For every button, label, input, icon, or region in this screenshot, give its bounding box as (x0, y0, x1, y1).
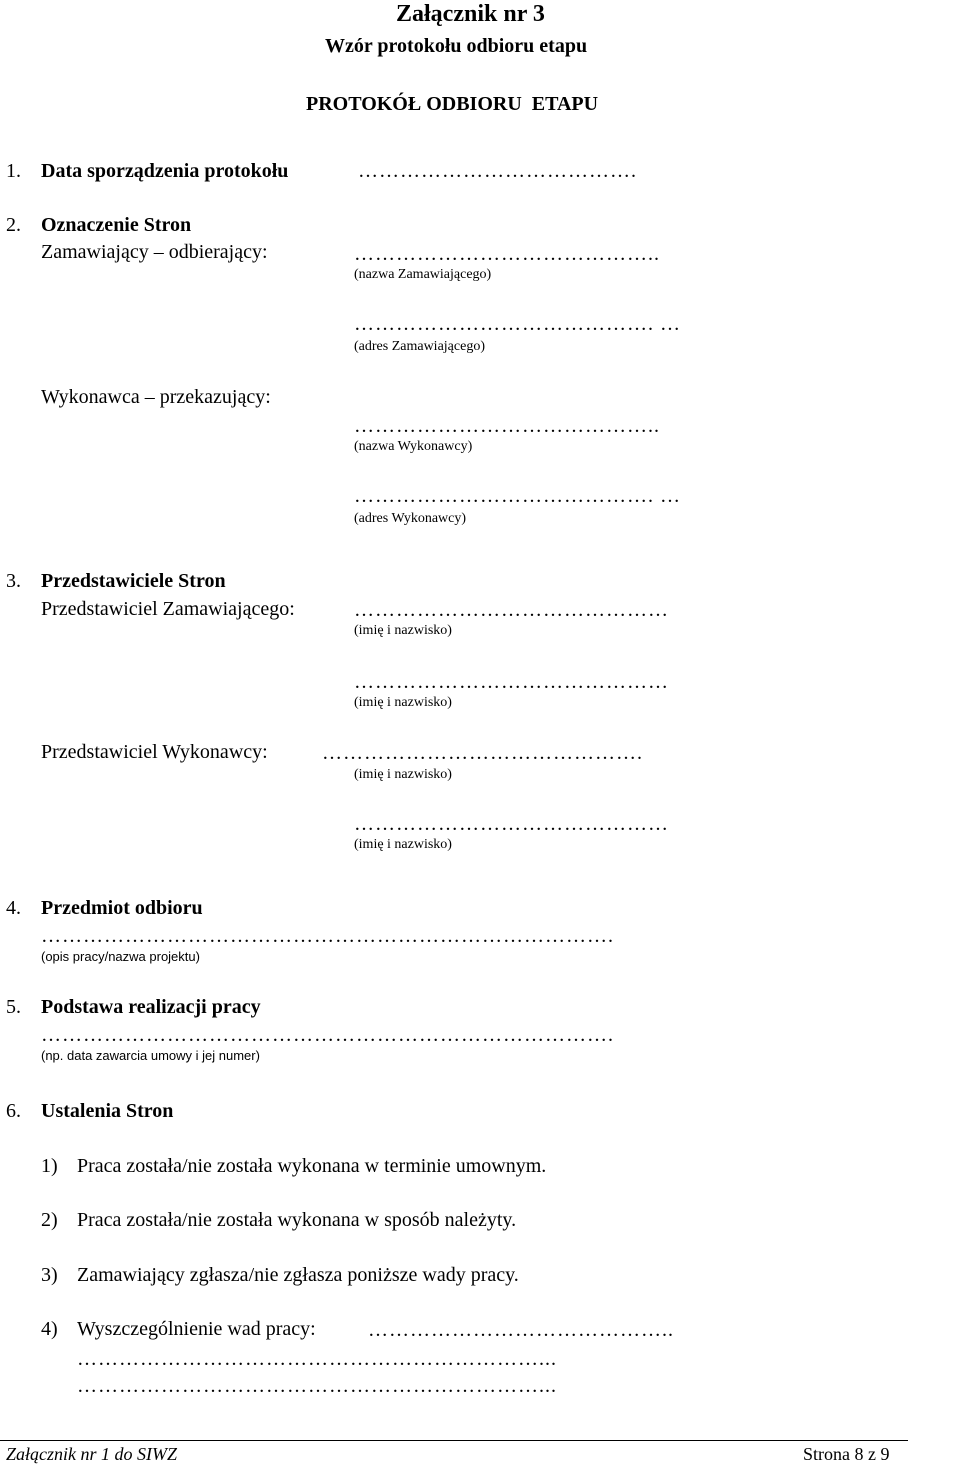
defects-fill-line-2: …………………………………………………………... (77, 1348, 557, 1370)
section-4-number: 4. (6, 897, 21, 919)
przedmiot-fill-line: ………………………………………………………………………. (41, 925, 614, 947)
section-4-heading: Przedmiot odbioru (41, 897, 203, 919)
attachment-title: Załącznik nr 3 (396, 1, 545, 27)
footer-left: Załącznik nr 1 do SIWZ (6, 1444, 177, 1464)
finding-2-number: 2) (41, 1209, 58, 1231)
przedmiot-hint: (opis pracy/nazwa projektu) (41, 949, 200, 964)
przedstawiciel-wyk-1-hint: (imię i nazwisko) (354, 767, 452, 782)
przedstawiciel-wyk-1-fill-line: ………………………………………. (322, 742, 643, 764)
wykonawca-name-fill-line: …………………………………….. (354, 415, 660, 437)
zamawiajacy-name-hint: (nazwa Zamawiającego) (354, 267, 492, 282)
section-3-number: 3. (6, 570, 21, 592)
wykonawca-name-hint: (nazwa Wykonawcy) (354, 439, 473, 454)
finding-2-text: Praca została/nie została wykonana w sposób należyty. (77, 1209, 517, 1231)
document-subtitle: Wzór protokołu odbioru etapu (325, 35, 588, 57)
footer-page-number: Strona 8 z 9 (803, 1444, 890, 1464)
przedstawiciel-wyk-2-hint: (imię i nazwisko) (354, 837, 452, 852)
zamawiajacy-name-fill-line: …………………………………….. (354, 243, 660, 265)
finding-4-text: Wyszczególnienie wad pracy: (77, 1318, 316, 1340)
section-2-heading: Oznaczenie Stron (41, 214, 192, 236)
przedstawiciel-zam-1-hint: (imię i nazwisko) (354, 623, 452, 638)
section-2-number: 2. (6, 214, 21, 236)
section-1-number: 1. (6, 160, 21, 182)
finding-3-number: 3) (41, 1264, 58, 1286)
date-fill-line: …………………………………. (358, 160, 637, 182)
przedstawiciel-wykonawcy-label: Przedstawiciel Wykonawcy: (41, 741, 268, 763)
przedstawiciel-zam-1-fill-line: ……………………………………… (354, 599, 669, 621)
finding-3-text: Zamawiający zgłasza/nie zgłasza poniższe wady pracy. (77, 1264, 519, 1286)
zamawiajacy-address-fill-line: ……………………………………. … (354, 313, 681, 335)
section-5-heading: Podstawa realizacji pracy (41, 996, 261, 1018)
section-5-number: 5. (6, 996, 21, 1018)
finding-1-text: Praca została/nie została wykonana w terminie umownym. (77, 1155, 547, 1177)
wykonawca-label: Wykonawca – przekazujący: (41, 386, 271, 408)
wykonawca-address-fill-line: ……………………………………. … (354, 485, 681, 507)
finding-4-number: 4) (41, 1318, 58, 1340)
przedstawiciel-zam-2-hint: (imię i nazwisko) (354, 695, 452, 710)
podstawa-hint: (np. data zawarcia umowy i jej numer) (41, 1048, 260, 1063)
footer-rule (0, 1440, 908, 1441)
finding-1-number: 1) (41, 1155, 58, 1177)
defects-fill-line-3: …………………………………………………………... (77, 1375, 557, 1397)
protocol-title: PROTOKÓŁ ODBIORU ETAPU (306, 93, 599, 115)
section-1-heading: Data sporządzenia protokołu (41, 160, 289, 182)
zamawiajacy-label: Zamawiający – odbierający: (41, 241, 268, 263)
przedstawiciel-wyk-2-fill-line: ……………………………………… (354, 813, 669, 835)
section-3-heading: Przedstawiciele Stron (41, 570, 226, 592)
wykonawca-address-hint: (adres Wykonawcy) (354, 511, 467, 526)
section-6-heading: Ustalenia Stron (41, 1100, 174, 1122)
defects-fill-line-1: …………………………………….. (368, 1319, 674, 1341)
section-6-number: 6. (6, 1100, 21, 1122)
przedstawiciel-zamawiajacego-label: Przedstawiciel Zamawiającego: (41, 598, 295, 620)
przedstawiciel-zam-2-fill-line: ……………………………………… (354, 671, 669, 693)
podstawa-fill-line: ………………………………………………………………………. (41, 1024, 614, 1046)
zamawiajacy-address-hint: (adres Zamawiającego) (354, 339, 485, 354)
